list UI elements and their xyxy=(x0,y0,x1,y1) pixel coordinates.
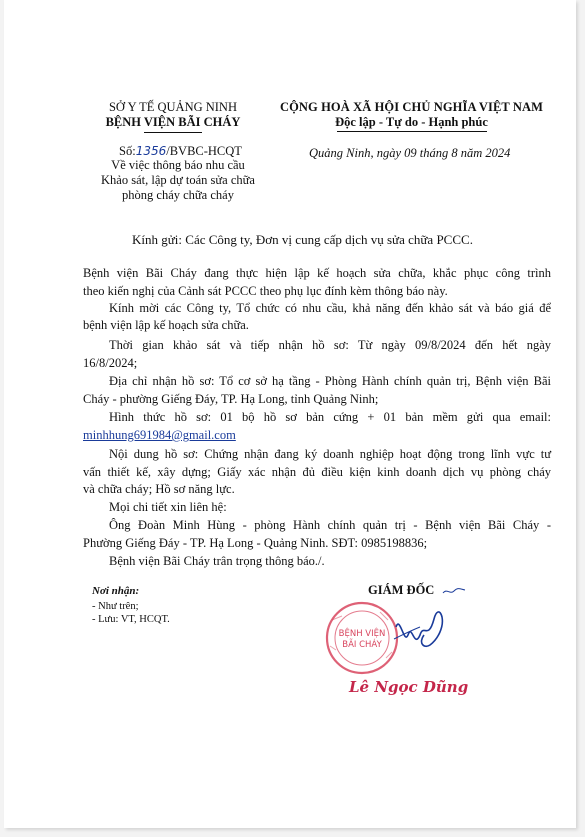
email-line xyxy=(83,427,551,444)
document-page xyxy=(4,0,576,828)
document-subject: Về việc thông báo nhu cầu Khảo sát, lập dự toán sửa chữa phòng cháy chữa cháy xyxy=(101,158,255,202)
greeting: Kính gửi: Các Công ty, Đơn vị cung cấp dịch vụ sửa chữa PCCC. xyxy=(132,232,473,247)
body-line: Nội dung hồ sơ: Chứng nhận đang ký doanh nghiệp hoạt động trong lĩnh vực tư xyxy=(109,447,551,461)
header-left xyxy=(89,100,257,133)
hospital-name: BỆNH VIỆN BÃI CHÁY xyxy=(105,115,241,129)
body-line: Bệnh viện Bãi Cháy đang thực hiện lập kế hoạch sửa chữa, khắc phục công trình xyxy=(83,266,551,280)
national-motto: Độc lập - Tự do - Hạnh phúc xyxy=(335,115,488,129)
header-right-underline xyxy=(337,131,487,132)
body-line: Ông Đoàn Minh Hùng - phòng Hành chính quản trị - Bệnh viện Bãi Cháy - xyxy=(109,518,551,532)
recipients-title: Nơi nhận: xyxy=(92,585,140,597)
body-line: 16/8/2024; xyxy=(83,356,138,370)
body-line: Thời gian khảo sát và tiếp nhận hồ sơ: Từ ngày 09/8/2024 đến hết ngày xyxy=(109,338,551,352)
body-line: Phường Giếng Đáy - TP. Hạ Long - Quảng Ninh. SĐT: 0985198836; xyxy=(83,536,428,550)
date-line: Quảng Ninh, ngày 09 tháng 8 năm 2024 xyxy=(309,146,511,160)
body-line: vấn thiết kế, xây dựng; Giấy xác nhận đủ điều kiện kinh doanh dịch vụ phòng cháy xyxy=(83,465,551,479)
signatory-position: GIÁM ĐỐC xyxy=(368,583,435,597)
body-line: bệnh viện lập kế hoạch sửa chữa. xyxy=(83,318,249,332)
stamp-text-2: BÃI CHÁY xyxy=(342,640,382,650)
body-line: và chữa cháy; Hồ sơ năng lực. xyxy=(83,482,235,496)
initial-signature-icon xyxy=(442,586,466,596)
department-name: SỞ Y TẾ QUẢNG NINH xyxy=(108,100,237,114)
body-line: Mọi chi tiết xin liên hệ: xyxy=(109,500,227,514)
header-left-underline xyxy=(144,132,202,133)
recipient-item: - Lưu: VT, HCQT. xyxy=(92,614,170,625)
body-line: Bệnh viện Bãi Cháy trân trọng thông báo./. xyxy=(109,554,325,568)
body-line: Cháy - phường Giếng Đáy, TP. Hạ Long, tỉnh Quảng Ninh; xyxy=(83,392,379,406)
signature-icon xyxy=(390,605,450,655)
body-line: Hình thức hồ sơ: 01 bộ hồ sơ bản cứng + 01 bản mềm gửi qua email: xyxy=(109,410,551,424)
handwritten-number: 1356 xyxy=(135,144,167,158)
document-number: Số:1356/BVBC-HCQT xyxy=(119,144,242,158)
body-line: Địa chỉ nhận hồ sơ: Tổ cơ sở hạ tầng - Phòng Hành chính quản trị, Bệnh viện Bãi xyxy=(109,374,551,388)
national-title: CỘNG HOÀ XÃ HỘI CHỦ NGHĨA VIỆT NAM xyxy=(279,100,544,114)
email-link[interactable]: minhhung691984@gmail.com xyxy=(83,428,236,442)
body-line: theo kiến nghị của Cảnh sát PCCC theo phụ lục đính kèm thông báo này. xyxy=(83,284,448,298)
recipient-item: - Như trên; xyxy=(92,601,139,612)
header-right xyxy=(274,100,549,132)
signer-name: Lê Ngọc Dũng xyxy=(349,678,469,696)
body-line: Kính mời các Công ty, Tổ chức có nhu cầu, khả năng đến khảo sát và báo giá để xyxy=(109,301,551,315)
stamp-text-1: BỆNH VIỆN xyxy=(338,629,386,639)
